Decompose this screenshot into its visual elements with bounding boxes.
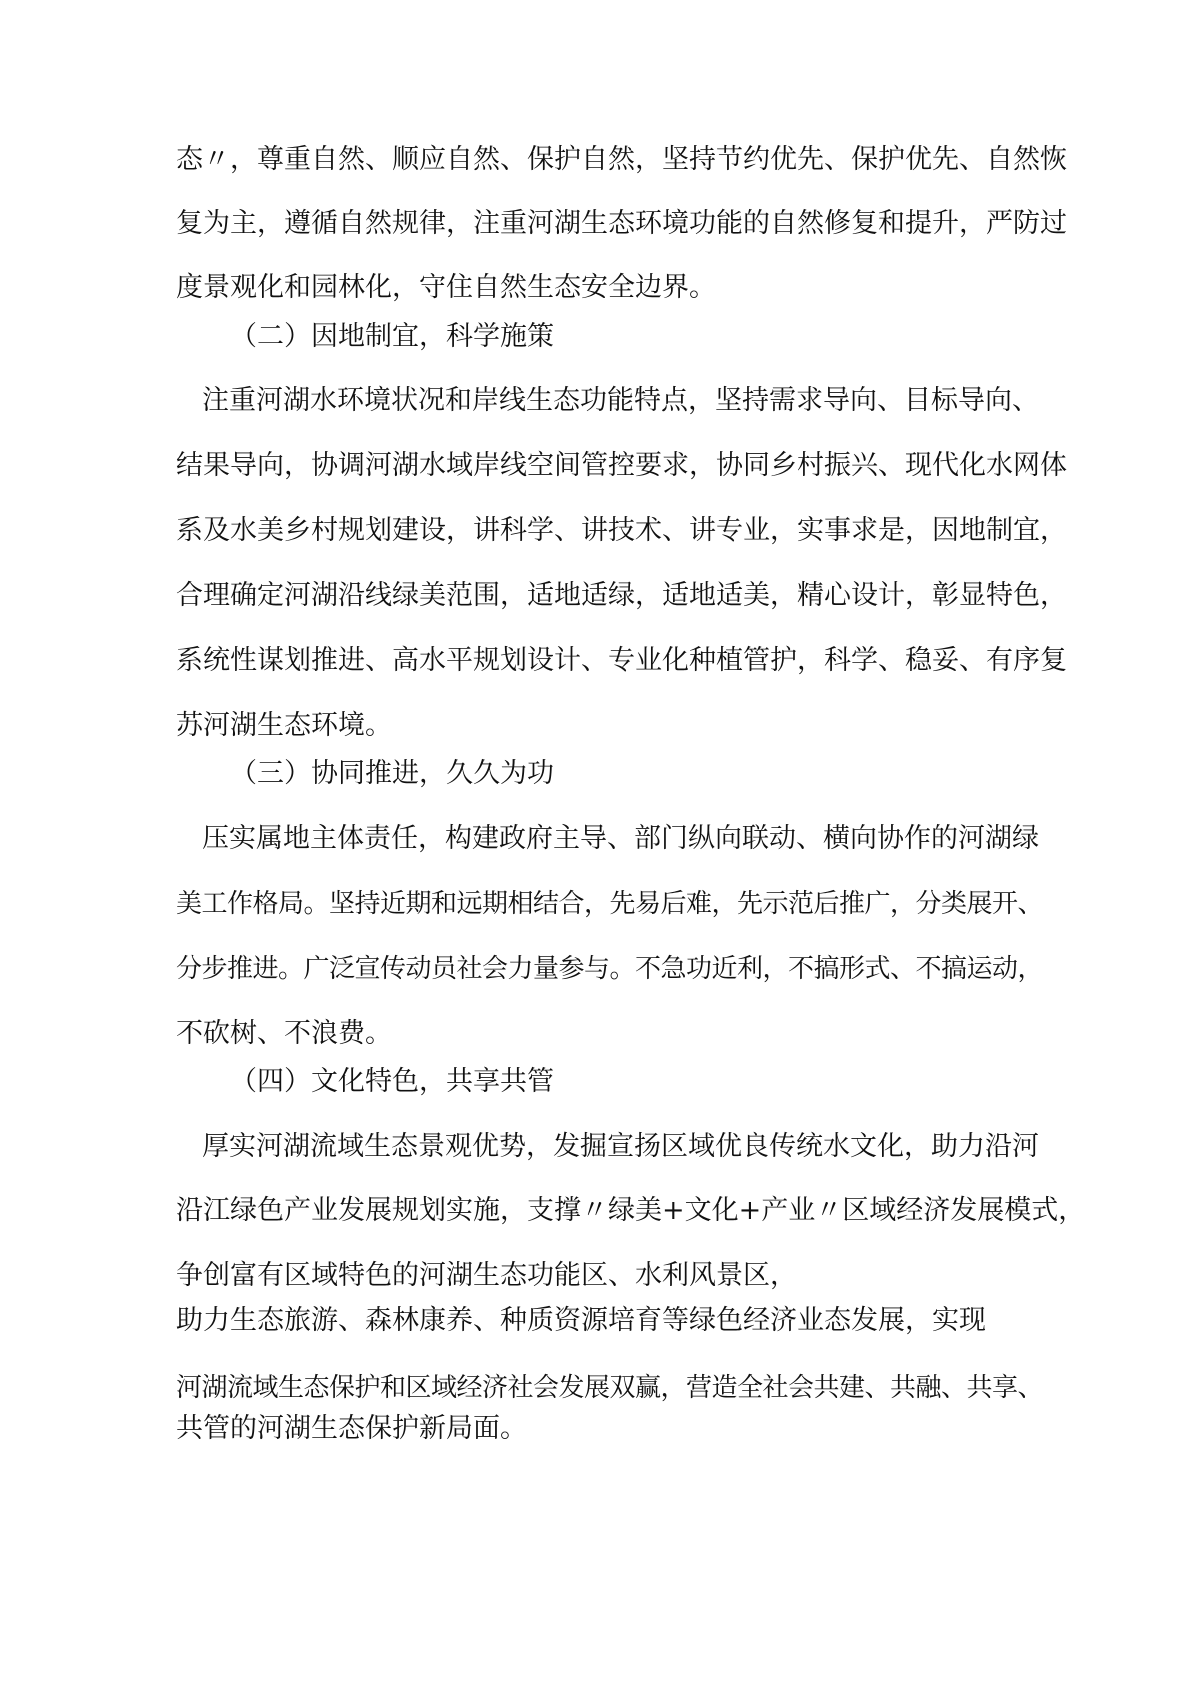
- paragraph-line: 河湖流域生态保护和区域经济社会发展双赢，营造全社会共建、共融、共享、: [176, 1373, 1044, 1403]
- paragraph-line: 复为主，遵循自然规律，注重河湖生态环境功能的自然修复和提升，严防过: [176, 208, 1067, 239]
- paragraph-line: 合理确定河湖沿线绿美范围，适地适绿，适地适美，精心设计，彰显特色，: [176, 580, 1067, 611]
- paragraph-line: 沿江绿色产业发展规划实施，支撑〃绿美+文化+产业〃区域经济发展模式，: [176, 1195, 1086, 1226]
- paragraph-line: 结果导向，协调河湖水域岸线空间管控要求，协同乡村振兴、现代化水网体: [176, 450, 1067, 481]
- paragraph-line: 分步推进。广泛宣传动员社会力量参与。不急功近利，不搞形式、不搞运动，: [176, 954, 1044, 984]
- section-heading: （三）协同推进，久久为功: [230, 758, 554, 789]
- paragraph-line: 态〃，尊重自然、顺应自然、保护自然，坚持节约优先、保护优先、自然恢: [176, 144, 1067, 175]
- paragraph-line: 共管的河湖生态保护新局面。: [176, 1413, 527, 1444]
- paragraph-line: 不砍树、不浪费。: [176, 1018, 392, 1049]
- paragraph-line: 度景观化和园林化，守住自然生态安全边界。: [176, 272, 716, 303]
- paragraph-line: 厚实河湖流域生态景观优势，发掘宣扬区域优良传统水文化，助力沿河: [202, 1131, 1039, 1162]
- section-heading: （二）因地制宜，科学施策: [230, 321, 554, 352]
- paragraph-line: 压实属地主体责任，构建政府主导、部门纵向联动、横向协作的河湖绿: [202, 823, 1039, 854]
- paragraph-line: 美工作格局。坚持近期和远期相结合，先易后难，先示范后推广，分类展开、: [176, 889, 1044, 919]
- paragraph-line: 系统性谋划推进、高水平规划设计、专业化种植管护，科学、稳妥、有序复: [176, 645, 1067, 676]
- paragraph-line: 系及水美乡村规划建设，讲科学、讲技术、讲专业，实事求是，因地制宜，: [176, 515, 1067, 546]
- section-heading: （四）文化特色，共享共管: [230, 1066, 554, 1097]
- paragraph-line: 注重河湖水环境状况和岸线生态功能特点，坚持需求导向、目标导向、: [202, 385, 1039, 416]
- paragraph-line: 争创富有区域特色的河湖生态功能区、水利风景区，: [176, 1260, 797, 1291]
- paragraph-line: 助力生态旅游、森林康养、种质资源培育等绿色经济业态发展，实现: [176, 1305, 986, 1336]
- paragraph-line: 苏河湖生态环境。: [176, 710, 392, 741]
